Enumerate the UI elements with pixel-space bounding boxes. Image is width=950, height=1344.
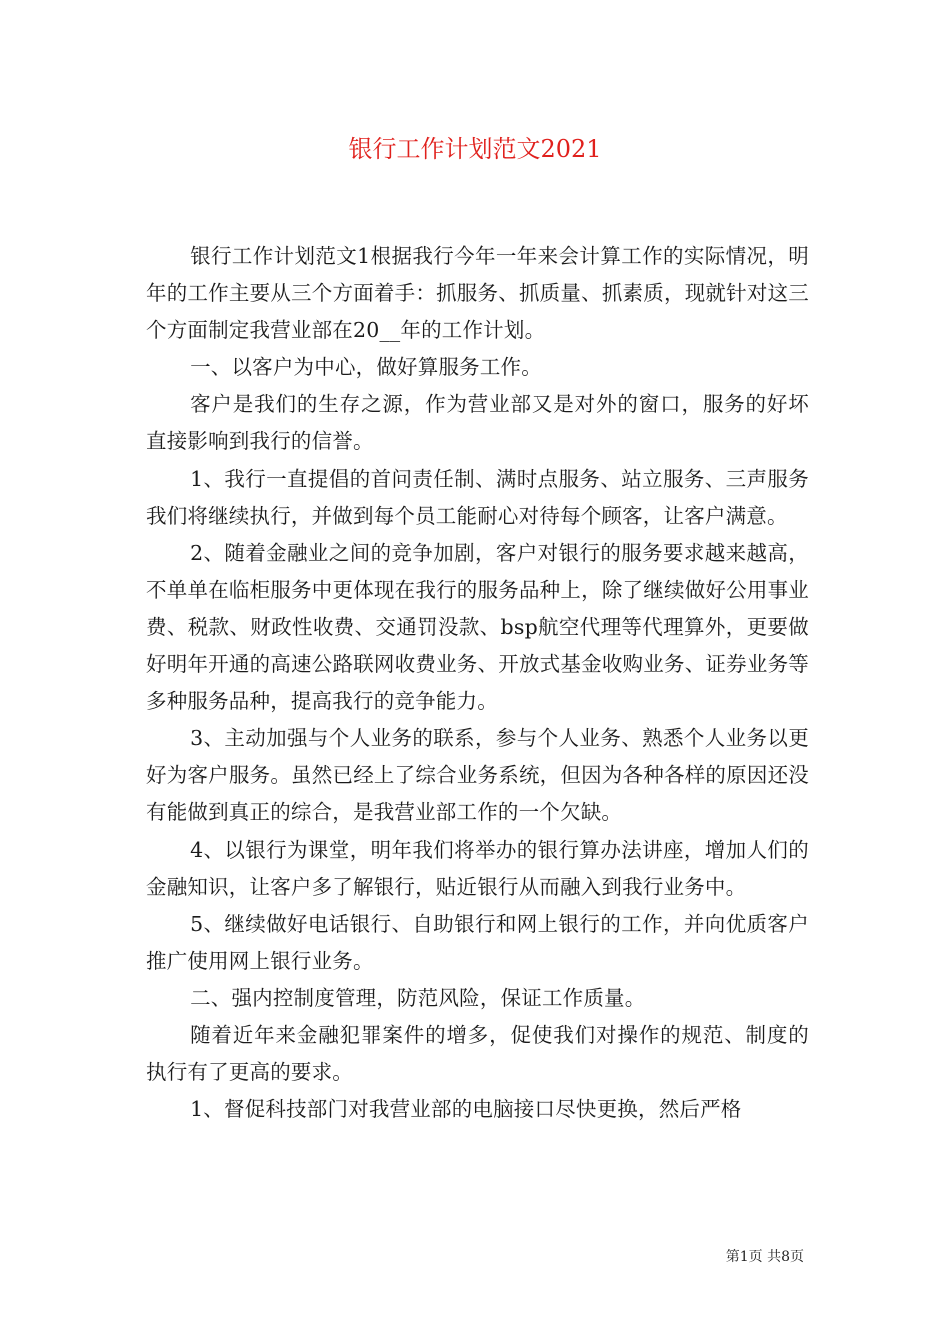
paragraph: 1、督促科技部门对我营业部的电脑接口尽快更换，然后严格 [190,1097,742,1122]
paragraph: 3、主动加强与个人业务的联系，参与个人业务、熟悉个人业务以更好为客户服务。虽然已经上了综合业务系统，但因为各种各样的原因还没有能做到真正的综合，是我营业部工作的一个欠缺。 [146,726,809,825]
paragraph: 随着近年来金融犯罪案件的增多，促使我们对操作的规范、制度的执行有了更高的要求。 [146,1022,809,1085]
paragraph: 一、以客户为中心，做好算服务工作。 [190,355,542,380]
paragraph: 4、以银行为课堂，明年我们将举办的银行算办法讲座，增加人们的金融知识，让客户多了解银行，贴近银行从而融入到我行业务中。 [146,837,809,899]
paragraph: 客户是我们的生存之源，作为营业部又是对外的窗口，服务的好坏直接影响到我行的信誉。 [146,392,809,454]
document-title: 银行工作计划范文2021 [348,135,602,163]
page-number-footer: 第1页 共8页 [725,1249,804,1265]
paragraph: 5、继续做好电话银行、自助银行和网上银行的工作，并向优质客户推广使用网上银行业务。 [146,911,809,973]
document-body [146,238,809,1128]
paragraph: 二、强内控制度管理，防范风险，保证工作质量。 [190,985,646,1010]
paragraph: 2、随着金融业之间的竞争加剧，客户对银行的服务要求越来越高，不单单在临柜服务中更体现在我行的服务品种上，除了继续做好公用事业费、税款、财政性收费、交通罚没款、bsp航空代理等代理算外，更要做好明年开通的高速公路联网收费业务、开放式基金收购业务、证券业务等多种服务品种，提高我行的竞争能力。 [146,540,809,714]
paragraph: 银行工作计划范文1根据我行今年一年来会计算工作的实际情况，明年的工作主要从三个方面着手：抓服务、抓质量、抓素质，现就针对这三个方面制定我营业部在20__年的工作计划。 [146,244,809,343]
paragraph: 1、我行一直提倡的首问责任制、满时点服务、站立服务、三声服务我们将继续执行，并做到每个员工能耐心对待每个顾客，让客户满意。 [146,466,809,528]
